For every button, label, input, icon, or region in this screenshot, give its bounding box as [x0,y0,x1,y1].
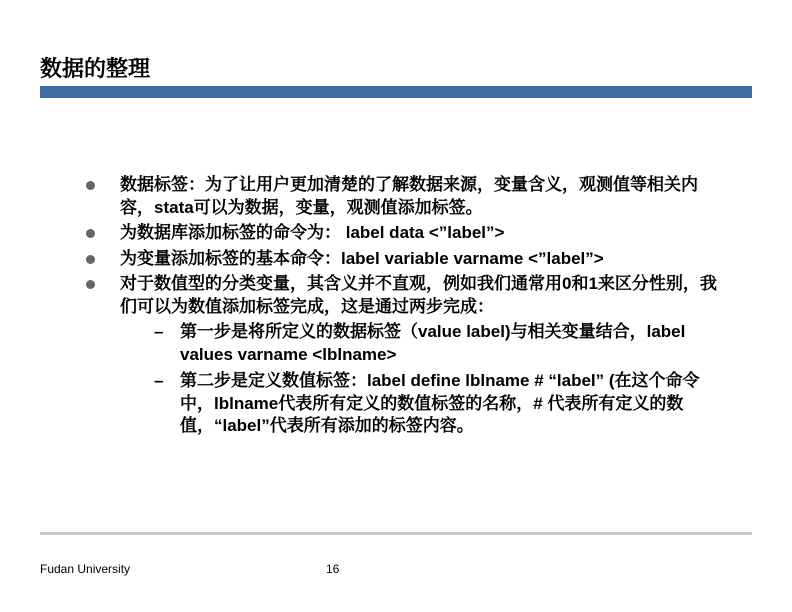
sub-bullet-text: 第一步是将所定义的数据标签（value label)与相关变量结合，label values varname <lblname> [180,322,686,364]
page-number: 16 [326,562,340,576]
bullet-item [86,222,726,245]
bullet-text: 对于数值型的分类变量，其含义并不直观，例如我们通常用0和1来区分性别，我们可以为数值添加标签完成，这是通过两步完成： [120,274,717,316]
dash-icon: – [154,322,164,341]
bullet-dot-icon [86,280,95,289]
footer-institution: Fudan University [40,562,131,576]
sub-bullet-item [132,370,726,438]
bullet-dot-icon [86,255,95,264]
bullet-text: 数据标签：为了让用户更加清楚的了解数据来源，变量含义，观测值等相关内容，stata可以为数据，变量，观测值添加标签。 [120,175,698,217]
slide-title: 数据的整理 [40,56,151,81]
title-divider-bar [40,86,752,98]
bullet-list [86,174,726,442]
bullet-item [86,248,726,271]
bullet-dot-icon [86,229,95,238]
bullet-item [86,273,726,318]
dash-icon: – [154,371,164,390]
bullet-dot-icon [86,181,95,190]
sub-bullet-text: 第二步是定义数值标签：label define lblname # “label” (在这个命令中，lblname代表所有定义的数值标签的名称，# 代表所有定义的数值，“label”代表所有添加的标签内容。 [180,371,700,435]
sub-bullet-item [132,321,726,366]
bullet-text: 为数据库添加标签的命令为： label data <”label”> [120,223,505,242]
bullet-item [86,174,726,219]
bullet-text: 为变量添加标签的基本命令：label variable varname <”label”> [120,248,604,268]
footer-divider [40,532,752,535]
